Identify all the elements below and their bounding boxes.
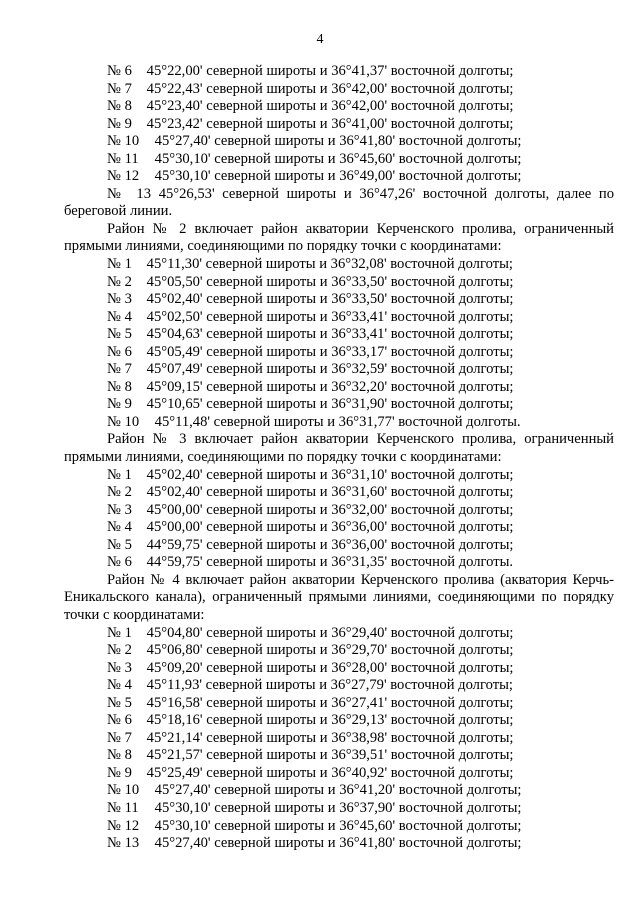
region-2-intro-line-1: Район № 2 включает район акватории Керченского пролива, ограниченный [107, 220, 614, 237]
coordinate-point [64, 291, 614, 309]
point-continuation: береговой линии. [64, 203, 173, 220]
point-coordinates: 45°27,40' северной широты и 36°41,80' восточной долготы; [154, 835, 522, 852]
point-coordinates: 45°05,50' северной широты и 36°33,50' восточной долготы; [146, 273, 514, 290]
point-coordinates: 45°00,00' северной широты и 36°32,00' восточной долготы; [146, 501, 514, 518]
point-number: № 13 [107, 185, 151, 202]
point-coordinates: 45°30,10' северной широты и 36°49,00' восточной долготы; [154, 168, 522, 185]
point-number: № 2 [107, 642, 132, 659]
document-body [64, 63, 614, 853]
coordinate-point [64, 81, 614, 99]
coordinate-point [64, 361, 614, 379]
point-number: № 1 [107, 256, 132, 273]
coordinate-point [64, 695, 614, 713]
point-number: № 2 [107, 273, 132, 290]
point-coordinates: 45°21,57' северной широты и 36°39,51' восточной долготы; [146, 747, 514, 764]
point-number: № 6 [107, 554, 132, 571]
point-number: № 7 [107, 80, 132, 97]
point-coordinates: 45°04,63' северной широты и 36°33,41' восточной долготы; [146, 326, 514, 343]
point-number: № 12 [107, 168, 140, 185]
point-number: № 10 [107, 413, 140, 430]
point-number: № 4 [107, 308, 132, 325]
point-number: № 1 [107, 466, 132, 483]
point-coordinates: 45°02,50' северной широты и 36°33,41' восточной долготы; [146, 308, 514, 325]
coordinate-point [64, 379, 614, 397]
coordinate-point [64, 519, 614, 537]
coordinate-point [64, 642, 614, 660]
point-coordinates: 45°23,40' северной широты и 36°42,00' восточной долготы; [146, 98, 514, 115]
point-coordinates: 45°11,30' северной широты и 36°32,08' восточной долготы; [146, 256, 513, 273]
coordinate-point [64, 782, 614, 800]
coordinate-point [64, 835, 614, 853]
point-number: № 3 [107, 501, 132, 518]
point-number: № 6 [107, 343, 132, 360]
coordinate-point [64, 309, 614, 327]
point-coordinates: 45°09,15' северной широты и 36°32,20' восточной долготы; [146, 378, 514, 395]
coordinate-point [64, 747, 614, 765]
point-number: № 6 [107, 712, 132, 729]
point-coordinates: 45°27,40' северной широты и 36°41,80' восточной долготы; [154, 133, 522, 150]
point-number: № 1 [107, 624, 132, 641]
point-coordinates: 45°07,49' северной широты и 36°32,59' восточной долготы; [146, 361, 514, 378]
coordinate-point [64, 818, 614, 836]
point-number: № 7 [107, 361, 132, 378]
coordinate-point [64, 326, 614, 344]
coordinate-point [64, 133, 614, 151]
region-3-intro-line-1: Район № 3 включает район акватории Керченского пролива, ограниченный [107, 431, 614, 448]
point-coordinates: 45°02,40' северной широты и 36°31,60' восточной долготы; [146, 484, 514, 501]
point-coordinates: 45°00,00' северной широты и 36°36,00' восточной долготы; [146, 519, 514, 536]
point-number: № 11 [107, 150, 139, 167]
region-3 [64, 431, 614, 571]
point-number: № 3 [107, 291, 132, 308]
coordinate-point [64, 800, 614, 818]
point-number: № 5 [107, 536, 132, 553]
point-coordinates: 45°21,14' северной широты и 36°38,98' восточной долготы; [146, 729, 514, 746]
coordinate-point-last [64, 186, 614, 204]
point-coordinates: 45°10,65' северной широты и 36°31,90' восточной долготы; [146, 396, 514, 413]
point-coordinates: 45°30,10' северной широты и 36°45,60' восточной долготы; [154, 150, 522, 167]
page-number: 4 [316, 32, 324, 47]
coordinate-point [64, 256, 614, 274]
point-number: № 11 [107, 799, 139, 816]
coordinate-point [64, 467, 614, 485]
region-4-intro-line-1: Район № 4 включает район акватории Керченского пролива (акватория Керчь- [107, 571, 614, 588]
point-number: № 4 [107, 519, 132, 536]
point-number: № 2 [107, 484, 132, 501]
region-4-intro-line-3: точки с координатами: [64, 606, 205, 623]
point-coordinates: 45°23,42' северной широты и 36°41,00' восточной долготы; [146, 115, 514, 132]
point-coordinates: 45°26,53' северной широты и 36°47,26' восточной долготы, далее по [158, 185, 614, 202]
region-3-intro-line-2: прямыми линиями, соединяющими по порядку точки с координатами: [64, 449, 502, 466]
coordinate-point [64, 502, 614, 520]
point-coordinates: 45°30,10' северной широты и 36°37,90' восточной долготы; [154, 799, 522, 816]
point-coordinates: 45°11,48' северной широты и 36°31,77' восточной долготы. [154, 413, 521, 430]
point-coordinates: 45°06,80' северной широты и 36°29,70' восточной долготы; [146, 642, 514, 659]
point-coordinates: 44°59,75' северной широты и 36°36,00' восточной долготы; [146, 536, 514, 553]
point-number: № 10 [107, 133, 140, 150]
coordinate-point [64, 396, 614, 414]
point-number: № 7 [107, 729, 132, 746]
coordinate-point [64, 484, 614, 502]
coordinate-point [64, 116, 614, 134]
coordinate-point [64, 98, 614, 116]
coordinate-point [64, 63, 614, 81]
coordinate-point [64, 414, 614, 432]
point-coordinates: 45°02,40' северной широты и 36°31,10' восточной долготы; [146, 466, 514, 483]
point-number: № 12 [107, 817, 140, 834]
coordinate-point [64, 730, 614, 748]
region-4 [64, 572, 614, 853]
point-coordinates: 45°22,00' северной широты и 36°41,37' восточной долготы; [146, 63, 514, 79]
point-coordinates: 45°30,10' северной широты и 36°45,60' восточной долготы; [154, 817, 522, 834]
coordinate-point [64, 344, 614, 362]
point-number: № 8 [107, 378, 132, 395]
point-coordinates: 45°02,40' северной широты и 36°33,50' восточной долготы; [146, 291, 514, 308]
point-coordinates: 44°59,75' северной широты и 36°31,35' восточной долготы. [146, 554, 514, 571]
coordinate-point [64, 554, 614, 572]
region-4-intro-line-2: Еникальского канала), ограниченный прямыми линиями, соединяющими по порядку [64, 589, 614, 606]
coordinate-point [64, 168, 614, 186]
point-coordinates: 45°05,49' северной широты и 36°33,17' восточной долготы; [146, 343, 514, 360]
point-number: № 13 [107, 835, 140, 852]
point-number: № 8 [107, 747, 132, 764]
point-coordinates: 45°11,93' северной широты и 36°27,79' восточной долготы; [146, 677, 513, 694]
coordinate-point [64, 660, 614, 678]
point-number: № 6 [107, 63, 132, 79]
coordinate-point [64, 677, 614, 695]
point-number: № 9 [107, 396, 132, 413]
coordinate-point [64, 274, 614, 292]
point-number: № 5 [107, 694, 132, 711]
point-coordinates: 45°27,40' северной широты и 36°41,20' восточной долготы; [154, 782, 522, 799]
coordinate-point [64, 712, 614, 730]
point-number: № 5 [107, 326, 132, 343]
point-coordinates: 45°22,43' северной широты и 36°42,00' восточной долготы; [146, 80, 514, 97]
point-coordinates: 45°09,20' северной широты и 36°28,00' восточной долготы; [146, 659, 514, 676]
point-number: № 8 [107, 98, 132, 115]
coordinate-point [64, 765, 614, 783]
region-1-points [64, 63, 614, 221]
point-number: № 9 [107, 115, 132, 132]
point-coordinates: 45°04,80' северной широты и 36°29,40' восточной долготы; [146, 624, 514, 641]
region-2-intro-line-2: прямыми линиями, соединяющими по порядку точки с координатами: [64, 238, 502, 255]
coordinate-point [64, 625, 614, 643]
point-coordinates: 45°18,16' северной широты и 36°29,13' восточной долготы; [146, 712, 514, 729]
point-number: № 3 [107, 659, 132, 676]
point-coordinates: 45°16,58' северной широты и 36°27,41' восточной долготы; [146, 694, 514, 711]
coordinate-point [64, 537, 614, 555]
point-number: № 9 [107, 764, 132, 781]
point-number: № 10 [107, 782, 140, 799]
point-number: № 4 [107, 677, 132, 694]
coordinate-point [64, 151, 614, 169]
region-2 [64, 221, 614, 432]
point-coordinates: 45°25,49' северной широты и 36°40,92' восточной долготы; [146, 764, 514, 781]
